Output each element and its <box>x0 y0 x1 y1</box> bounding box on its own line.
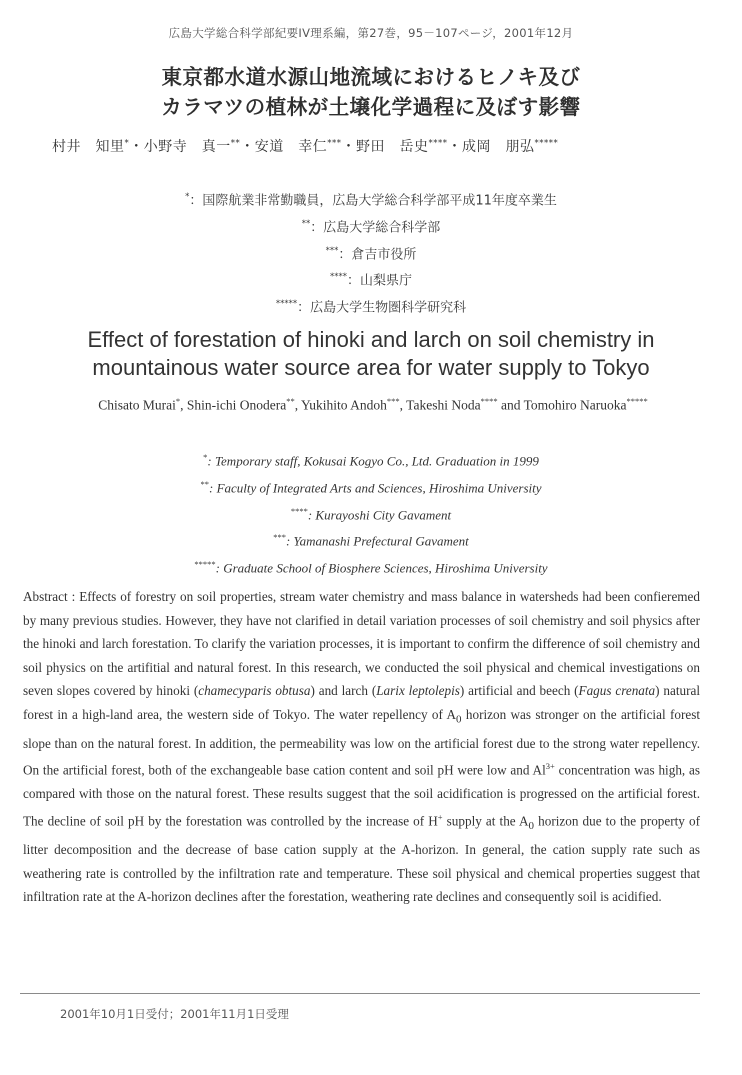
english-author-list <box>28 396 718 414</box>
species-name: Fagus crenata <box>578 683 656 698</box>
abstract-text: horizon was stronger on the artificial forest slope than on the natural forest. In addition, the permeability was low on the artificial forest due to the strong water repellency. On the artificial forest, both of the exchangeable base cation content and soil pH were low and Al <box>23 706 700 778</box>
abstract-text: concentration was high, as compared with those on the natural forest. These results suggest that the soil acidification is progressed on the artificial forest. The decline of soil pH by the forestation was controlled by the increase of H <box>23 762 700 828</box>
affiliation-text: : Yamanashi Prefectural Gavament <box>285 533 469 549</box>
affiliation-mark: **** <box>428 138 448 149</box>
abstract-label: Abstract <box>23 589 68 604</box>
english-author: Yukihito Andoh <box>301 397 387 413</box>
author-separator: , <box>399 397 407 413</box>
english-affiliation <box>0 473 742 500</box>
subscript: 0 <box>528 819 535 832</box>
affiliation-text: ：広島大学生物圏科学研究科 <box>297 300 467 316</box>
japanese-author: 小野寺 真一 <box>143 139 231 155</box>
abstract-text: Effects of forestry on soil properties, stream water chemistry and mass balance in watersheds had been confieremed by many previous studies. However, they have not clarified in detail variation processes of soil chemistry and soil physics after the hinoki and larch forestation. To clarify the variation processes, it is important to confirm the difference of soil chemistry and soil physics on the artifitial and natural forest. In this research, we conducted the soil physical and chemical investigations on seven slopes covered by hinoki ( <box>23 589 700 698</box>
affiliation-mark: ** <box>301 218 311 229</box>
running-head: 広島大学総合科学部紀要IV理系編，第27巻，95－107ページ，2001年12月 <box>168 26 574 40</box>
affiliation-mark: *** <box>327 138 342 149</box>
affiliation-mark: **** <box>290 505 308 516</box>
english-affiliation <box>0 553 742 580</box>
author-separator: , <box>294 397 301 413</box>
japanese-author-list: 村井 知里*・小野寺 真一**・安道 幸仁***・野田 岳史****・成岡 朋弘***** <box>52 138 559 155</box>
subscript: 0 <box>456 713 462 726</box>
japanese-author: 村井 知里 <box>52 139 125 155</box>
affiliation-text: ：倉吉市役所 <box>338 246 417 262</box>
japanese-affiliation <box>0 213 742 240</box>
affiliation-mark: ***** <box>534 138 559 149</box>
affiliation-text: ：山梨県庁 <box>346 273 412 289</box>
english-title <box>0 326 742 382</box>
abstract-text: ) artificial and beech ( <box>459 683 579 698</box>
affiliation-text: : Faculty of Integrated Arts and Sciences, Hiroshima University <box>208 480 542 496</box>
japanese-title-line-2: カラマツの植林が土壌化学過程に及ぼす影響 <box>161 95 581 119</box>
abstract-text: ) natural forest in a high-land area, the western side of Tokyo. The water repellency of A <box>23 683 700 722</box>
japanese-author: 成岡 朋弘 <box>462 139 535 155</box>
japanese-author: 安道 幸仁 <box>254 139 328 155</box>
affiliation-mark: *** <box>273 532 286 543</box>
affiliation-text: ：広島大学総合科学部 <box>310 220 441 236</box>
japanese-title <box>0 62 742 122</box>
affiliation-mark: *** <box>325 245 339 256</box>
received-date: 2001年10月1日受付；2001年11月1日受理 <box>60 1007 289 1021</box>
japanese-author: 野田 岳史 <box>356 139 429 155</box>
affiliation-mark: * <box>203 452 208 462</box>
affiliation-mark: *** <box>386 396 400 406</box>
japanese-affiliations <box>0 186 742 320</box>
superscript: + <box>437 811 443 822</box>
abstract-text: horizon due to the property of litter decomposition and the decrease of base cation supply at the A-horizon. In general, the cation supply rate such as weathering rate is controlled by the infiltration rate and temperature. These soil physical and chemical properties suggest that infiltration rate at the A-horizon declines after the forestation, weathering rate declines and consequently soil is acidified. <box>23 812 700 905</box>
english-title-line-1: Effect of forestation of hinoki and larch on soil chemistry in <box>87 327 655 352</box>
affiliation-mark: ***** <box>626 396 648 406</box>
japanese-affiliation <box>0 240 742 267</box>
species-name: chamecyparis obtusa <box>198 683 311 698</box>
english-author: Takeshi Noda <box>406 397 481 413</box>
footer-divider <box>20 993 700 994</box>
english-author: Shin-ichi Onodera <box>186 397 287 413</box>
abstract-text: ) and larch ( <box>310 683 377 698</box>
affiliation-mark: * <box>185 192 190 202</box>
english-affiliation <box>0 526 742 553</box>
author-separator: and <box>497 397 524 413</box>
superscript: 3+ <box>545 761 555 772</box>
affiliation-mark: ** <box>286 396 295 406</box>
abstract <box>23 585 700 909</box>
affiliation-text: : Graduate School of Biosphere Sciences, Hiroshima University <box>215 560 548 576</box>
affiliation-mark: **** <box>480 396 498 406</box>
english-affiliation <box>0 446 742 473</box>
english-author: Tomohiro Naruoka <box>523 397 627 413</box>
affiliation-mark: ** <box>200 478 209 489</box>
english-affiliation <box>0 500 742 527</box>
affiliation-mark: * <box>124 138 130 149</box>
abstract-separator: : <box>67 589 80 604</box>
japanese-affiliation <box>0 186 742 213</box>
english-author: Chisato Murai <box>98 397 176 413</box>
english-affiliations <box>0 446 742 580</box>
author-separator: , <box>180 397 187 413</box>
affiliation-text: : Kurayoshi City Gavament <box>307 506 452 522</box>
affiliation-text: : Temporary staff, Kokusai Kogyo Co., Ltd. Graduation in 1999 <box>207 453 539 469</box>
japanese-affiliation <box>0 293 742 320</box>
abstract-text: supply at the A <box>442 812 529 828</box>
japanese-affiliation <box>0 266 742 293</box>
affiliation-mark: * <box>175 396 181 406</box>
english-title-line-2: mountainous water source area for water supply to Tokyo <box>92 355 650 380</box>
species-name: Larix leptolepis <box>376 683 460 698</box>
affiliation-text: ：国際航業非常勤職員，広島大学総合科学部平成11年度卒業生 <box>189 193 557 209</box>
affiliation-mark: ** <box>230 138 241 149</box>
affiliation-mark: **** <box>329 272 347 283</box>
affiliation-mark: ***** <box>194 559 216 570</box>
japanese-title-line-1: 東京都水道水源山地流域におけるヒノキ及び <box>161 65 581 89</box>
affiliation-mark: ***** <box>275 299 298 310</box>
